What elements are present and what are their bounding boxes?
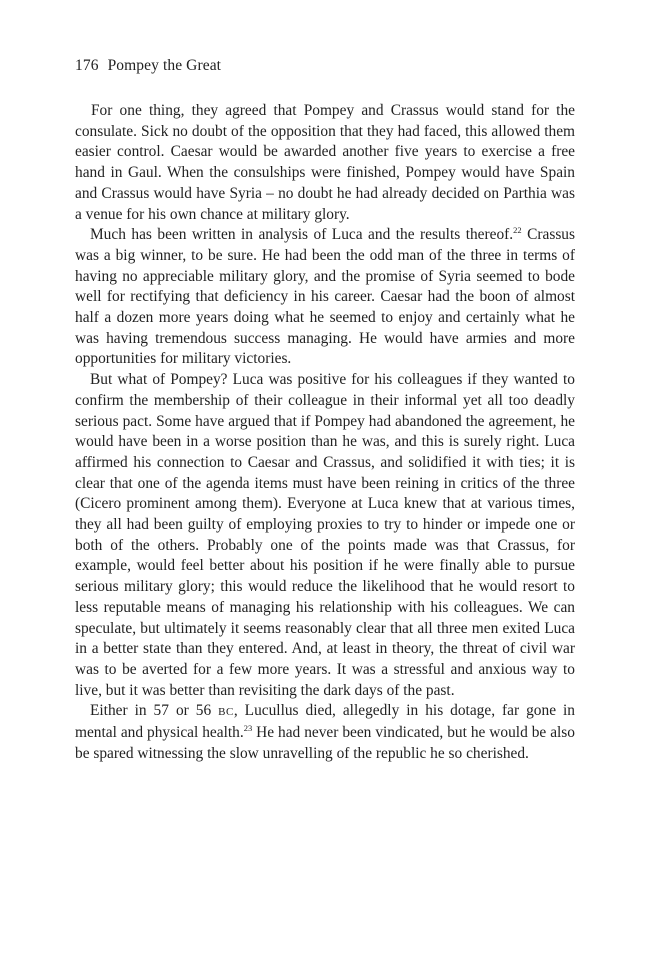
- page-number: 176: [75, 57, 99, 74]
- body-text: [75, 101, 575, 765]
- era-bc: BC: [218, 706, 234, 719]
- paragraph-3: [75, 370, 575, 701]
- paragraph-3-text: But what of Pompey? Luca was positive for his colleagues if they wanted to confirm the membership of their colleague in their informal yet all too deadly serious pact. Some have argued that if Pompey had abandoned the agreement, he would have been in a worse position than he was, and this is surely right. Luca affirmed his connection to Caesar and Crassus, and solidified it with ties; it is clear that one of the agenda items must have been reining in critics of the three (Cicero prominent among them). Everyone at Luca knew that at various times, they all had been guilty of employing proxies to try to hinder or impede one or both of the others. Probably one of the points made was that Crassus, for example, would feel better about his position if he were finally able to pursue serious military glory; this would reduce the likelihood that he would resort to less reputable means of managing his relationship with his colleagues. We can speculate, but ultimately it seems reasonably clear that all three men exited Luca in a better state than they entered. And, at least in theory, the threat of civil war was to be averted for a few more years. It was a stressful and anxious way to live, but it was better than revisiting the dark days of the past.: [75, 371, 575, 699]
- paragraph-4-text-middle: , Lucullus died, allegedly in his dotage, far gone in mental and physical health.: [75, 702, 575, 742]
- footnote-ref-22[interactable]: 22: [513, 225, 522, 236]
- paragraph-4: [75, 701, 575, 764]
- running-head: [75, 57, 221, 75]
- paragraph-1-text: For one thing, they agreed that Pompey and Crassus would stand for the consulate. Sick no doubt of the opposition that they had faced, this allowed them easier control. Caesar would be awarded another five years to exercise a free hand in Gaul. When the consulships were finished, Pompey would have Spain and Crassus would have Syria – no doubt he had already decided on Parthia was a venue for his own chance at military glory.: [75, 102, 575, 223]
- footnote-ref-23[interactable]: 23: [243, 722, 253, 733]
- paragraph-4-text-before: Either in 57 or 56: [90, 702, 219, 720]
- paragraph-2-text-before: Much has been written in analysis of Luca and the results thereof.: [90, 226, 514, 244]
- book-title: Pompey the Great: [107, 57, 222, 74]
- paragraph-1: [75, 101, 575, 225]
- paragraph-4-text-after: He had never been vindicated, but he would be also be spared witnessing the slow unravelling of the republic he so cherished.: [75, 724, 575, 762]
- paragraph-2-text-after: Crassus was a big winner, to be sure. He had been the odd man of the three in terms of having no appreciable military glory, and the promise of Syria seemed to bode well for rectifying that deficiency in his career. Caesar had the boon of almost half a dozen more years doing what he seemed to enjoy and certainly what he was having tremendous success managing. He would have armies and more opportunities for military victories.: [75, 226, 575, 368]
- paragraph-2: [75, 225, 575, 370]
